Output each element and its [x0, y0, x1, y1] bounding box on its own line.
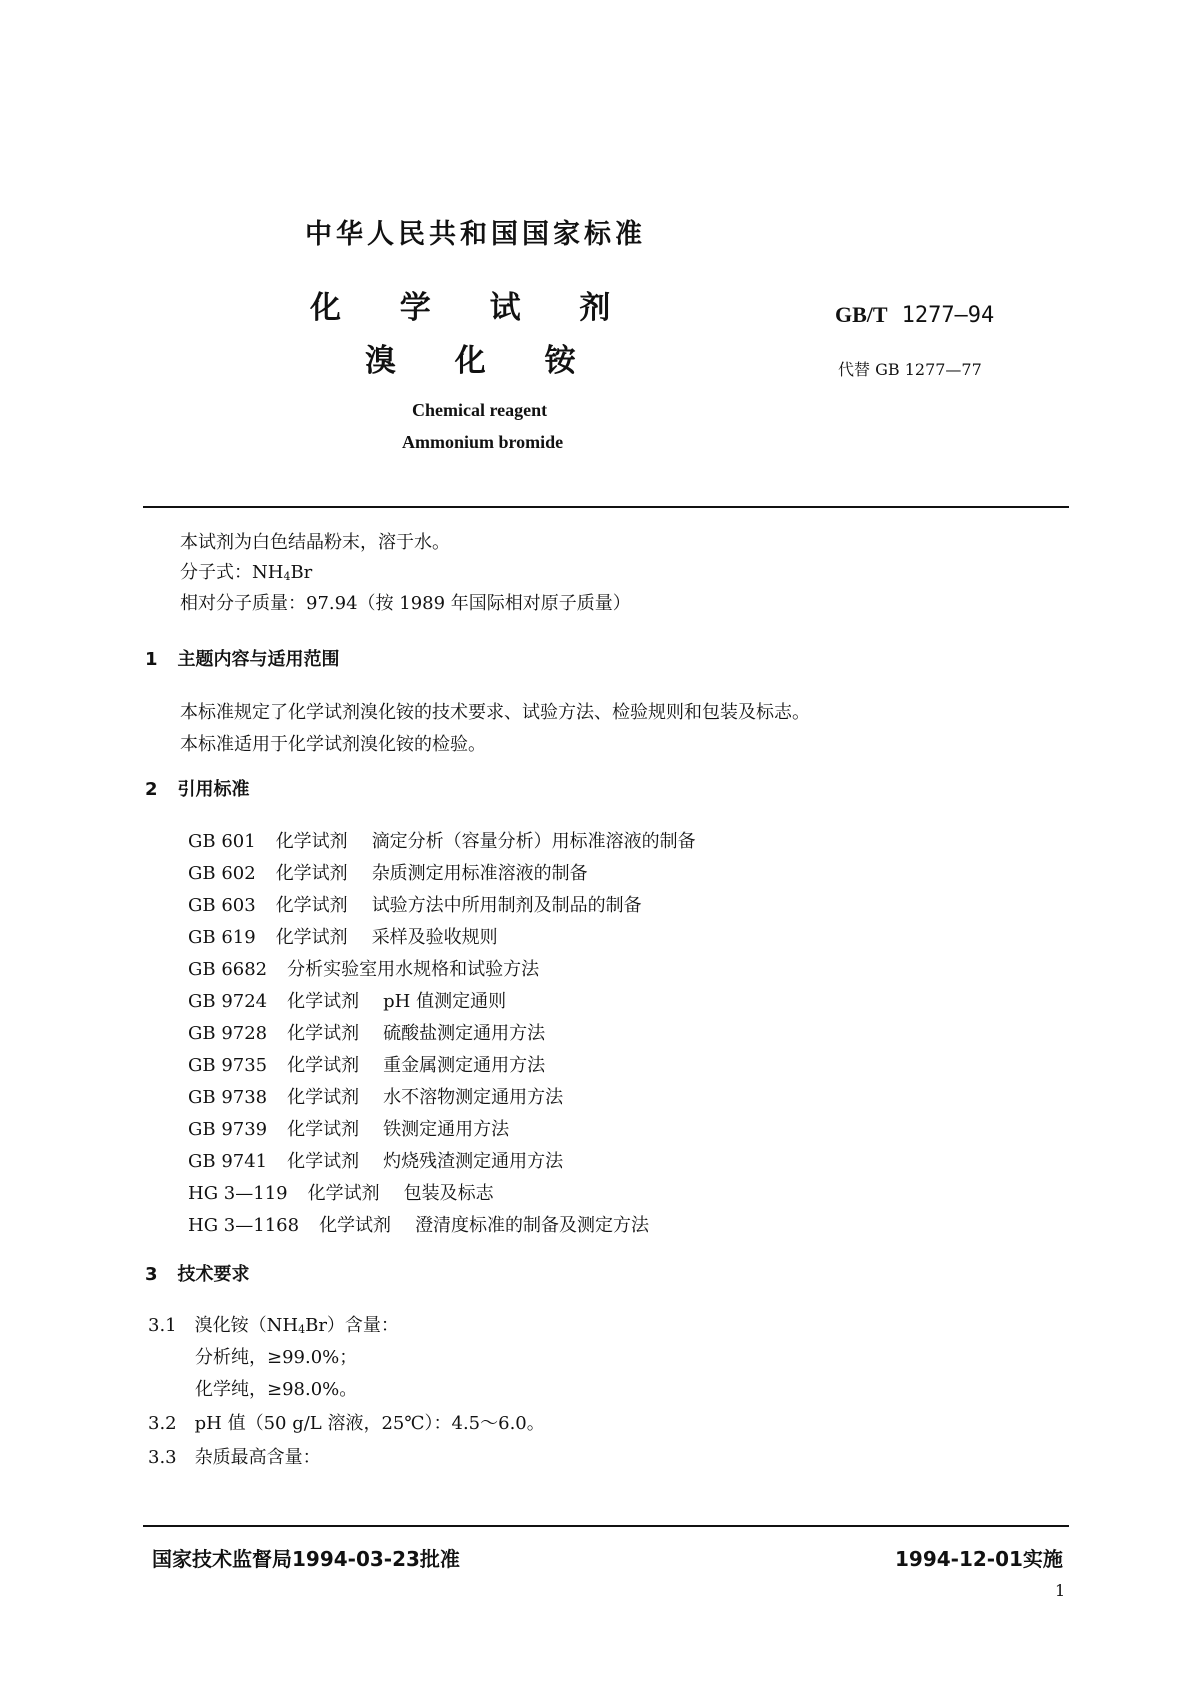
ref-code: HG 3—1168 [188, 1215, 300, 1236]
replaces-standard: 代替 GB 1277—77 [838, 360, 982, 379]
ref-code: GB 6682 [188, 959, 268, 980]
ref-name: pH 值测定通则 [383, 991, 507, 1012]
reference-item [188, 955, 539, 981]
ref-category: 化学试剂 [275, 895, 348, 916]
ref-category: 化学试剂 [275, 863, 348, 884]
section-2-heading [145, 775, 250, 801]
clause-3-3 [148, 1443, 321, 1469]
clause-3-1-sub: 4 [298, 1323, 306, 1336]
section-1-paragraph-2: 本标准适用于化学试剂溴化铵的检验。 [180, 734, 486, 755]
effective-date: 1994-12-01实施 [895, 1547, 1063, 1571]
section-1-title: 主题内容与适用范围 [177, 649, 340, 670]
ref-name: 包装及标志 [403, 1183, 494, 1204]
standard-code: GB/T [835, 302, 888, 327]
reference-item [188, 859, 588, 885]
ref-name: 重金属测定通用方法 [383, 1055, 546, 1076]
clause-3-1-post: Br）含量： [305, 1315, 399, 1336]
section-3-heading [145, 1260, 250, 1286]
section-2-number: 2 [145, 779, 158, 800]
clause-3-1-chemical: 化学纯，≥98.0%。 [195, 1379, 358, 1400]
ref-code: GB 9738 [188, 1087, 268, 1108]
ref-code: GB 9741 [188, 1151, 268, 1172]
molecular-formula [180, 558, 312, 584]
ref-code: GB 9724 [188, 991, 268, 1012]
reference-item [188, 1019, 545, 1045]
ref-name: 采样及验收规则 [371, 927, 498, 948]
ref-code: GB 601 [188, 831, 256, 852]
clause-3-1-number: 3.1 [148, 1315, 177, 1336]
ref-code: GB 9735 [188, 1055, 268, 1076]
reference-item [188, 1115, 509, 1141]
ref-category: 化学试剂 [319, 1215, 392, 1236]
english-title-line2: Ammonium bromide [402, 432, 564, 452]
ref-name: 澄清度标准的制备及测定方法 [415, 1215, 650, 1236]
clause-3-1-pre: 溴化铵（NH [194, 1315, 299, 1336]
section-1-paragraph-1: 本标准规定了化学试剂溴化铵的技术要求、试验方法、检验规则和包装及标志。 [180, 702, 810, 723]
reference-item [188, 1147, 563, 1173]
ref-category: 化学试剂 [287, 1087, 360, 1108]
ref-category: 化学试剂 [287, 1055, 360, 1076]
page-number: 1 [1055, 1581, 1066, 1600]
ref-category: 化学试剂 [287, 1119, 360, 1140]
document-title-line2: 溴 化 铵 [365, 343, 576, 379]
ref-code: GB 9728 [188, 1023, 268, 1044]
intro-description: 本试剂为白色结晶粉末，溶于水。 [180, 532, 450, 553]
reference-item [188, 827, 696, 853]
reference-item [188, 1083, 563, 1109]
reference-item [188, 1051, 545, 1077]
clause-3-2-number: 3.2 [148, 1413, 177, 1434]
clause-3-2 [148, 1409, 545, 1435]
reference-item [188, 1211, 649, 1237]
ref-code: GB 603 [188, 895, 256, 916]
ref-code: GB 9739 [188, 1119, 268, 1140]
clause-3-1 [148, 1311, 399, 1337]
document-title-line1: 化 学 试 剂 [310, 290, 611, 326]
ref-name: 水不溶物测定通用方法 [383, 1087, 564, 1108]
ref-category: 化学试剂 [307, 1183, 380, 1204]
standard-number [835, 302, 994, 328]
molecular-mass: 相对分子质量：97.94（按 1989 年国际相对原子质量） [180, 593, 631, 614]
ref-category: 化学试剂 [275, 927, 348, 948]
header-divider [143, 506, 1069, 508]
ref-code: GB 619 [188, 927, 256, 948]
reference-item [188, 923, 498, 949]
clause-3-2-text: pH 值（50 g/L 溶液，25℃）：4.5～6.0。 [194, 1413, 545, 1434]
footer-divider [143, 1525, 1069, 1527]
ref-name: 试验方法中所用制剂及制品的制备 [371, 895, 642, 916]
clause-3-3-number: 3.3 [148, 1447, 177, 1468]
section-3-title: 技术要求 [177, 1264, 250, 1285]
ref-name: 滴定分析（容量分析）用标准溶液的制备 [371, 831, 696, 852]
clause-3-3-text: 杂质最高含量： [194, 1447, 321, 1468]
ref-category: 化学试剂 [287, 1151, 360, 1172]
ref-code: HG 3—119 [188, 1183, 288, 1204]
section-2-title: 引用标准 [177, 779, 250, 800]
reference-item [188, 891, 642, 917]
formula-label: 分子式：NH [180, 562, 284, 583]
reference-item [188, 987, 506, 1013]
ref-category: 化学试剂 [287, 1023, 360, 1044]
ref-category: 化学试剂 [275, 831, 348, 852]
ref-name: 铁测定通用方法 [383, 1119, 510, 1140]
national-standard-title: 中华人民共和国国家标准 [305, 219, 646, 250]
clause-3-1-analytical: 分析纯，≥99.0%； [195, 1347, 358, 1368]
formula-tail: Br [290, 562, 313, 583]
english-title-line1: Chemical reagent [412, 400, 548, 420]
section-1-number: 1 [145, 649, 158, 670]
ref-name: 硫酸盐测定通用方法 [383, 1023, 546, 1044]
section-3-number: 3 [145, 1264, 158, 1285]
section-1-heading [145, 645, 340, 671]
standard-number-value: 1277—94 [901, 303, 995, 328]
ref-code: GB 602 [188, 863, 256, 884]
formula-subscript: 4 [283, 570, 291, 583]
ref-category: 分析实验室用水规格和试验方法 [287, 959, 540, 980]
ref-category: 化学试剂 [287, 991, 360, 1012]
ref-name: 杂质测定用标准溶液的制备 [371, 863, 588, 884]
approval-date: 国家技术监督局1994-03-23批准 [152, 1547, 460, 1571]
reference-item [188, 1179, 494, 1205]
ref-name: 灼烧残渣测定通用方法 [383, 1151, 564, 1172]
